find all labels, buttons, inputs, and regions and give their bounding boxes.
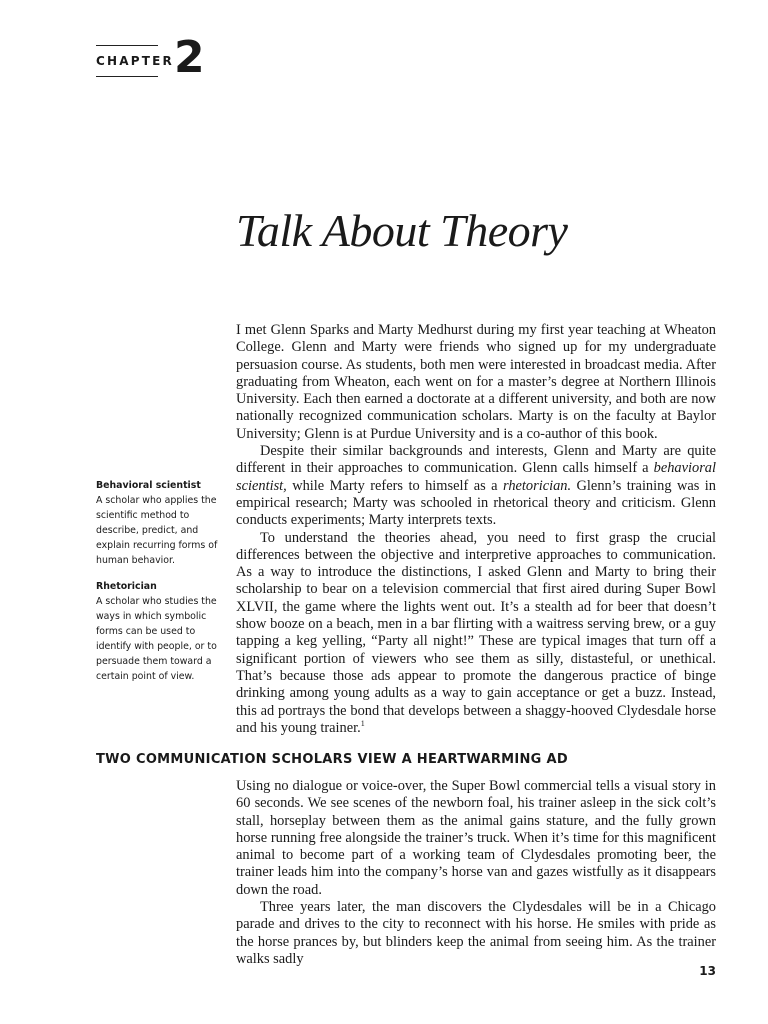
intro-p2-mid: while Marty refers to himself as a bbox=[286, 477, 503, 494]
intro-p3-text: To understand the theories ahead, you need to first grasp the crucial differences between the objective and interpretive approaches to communication. As a way to introduce the distinctions, I asked Glenn and Marty to bring their scholarship to bear on a television commercial that first aired during Super Bowl XLVII, the game where the lights went out. It’s a stealth ad for beer that doesn’t show booze on a beach, men in a bar flirting with a waitress serving brew, or a guy tapping a keg yelling, “Party all night!” These are typical images that turn off a significant portion of viewers who see them as silly, distasteful, or unethical. That’s because those ads appear to promote the dangerous practice of binge drinking among young adults as a way to gain acceptance or get a buzz. Instead, this ad portrays the bond that develops between a shaggy-hooved Clydesdale horse and his young trainer. bbox=[236, 529, 716, 736]
section-paragraph-2: Three years later, the man discovers the Clydesdales will be in a Chicago parade and drives to the city to reconnect with his horse. He smiles with pride as the horse prances by, but blinders keep the animal from seeing him. As the trainer walks sadly bbox=[236, 899, 716, 967]
glossary-term: Behavioral scientist bbox=[96, 480, 201, 491]
intro-paragraph-2 bbox=[236, 443, 716, 529]
intro-p2-before: Despite their similar backgrounds and interests, Glenn and Marty are quite different in their approaches to communication. Glenn calls himself a bbox=[236, 443, 716, 477]
section-heading: TWO COMMUNICATION SCHOLARS VIEW A HEARTWARMING AD bbox=[96, 752, 568, 767]
chapter-label: CHAPTER bbox=[96, 45, 158, 77]
page-number: 13 bbox=[699, 964, 716, 978]
glossary-entry bbox=[96, 579, 224, 684]
chapter-header bbox=[96, 32, 205, 83]
margin-glossary bbox=[96, 478, 224, 684]
chapter-title: Talk About Theory bbox=[236, 205, 568, 256]
intro-paragraph-1: I met Glenn Sparks and Marty Medhurst during my first year teaching at Wheaton College. Glenn and Marty were friends who signed up for my undergraduate persuasion course. As students, both men were interested in broadcast media. After graduating from Wheaton, each went on for a master’s degree at Northern Illinois University. Each then earned a doctorate at a different university, and both are now nationally recognized communication scholars. Marty is on the faculty at Baylor University; Glenn is at Purdue University and is a co-author of this book. bbox=[236, 322, 716, 442]
section-text bbox=[236, 778, 716, 968]
intro-text bbox=[236, 322, 716, 737]
term-behavioral-scientist: behavioral scientist, bbox=[236, 460, 716, 494]
intro-p2-after: Glenn’s training was in empirical research; Marty was schooled in rhetorical theory and criticism. Glenn conducts experiments; Marty interprets texts. bbox=[236, 477, 716, 529]
chapter-number: 2 bbox=[174, 32, 205, 83]
footnote-marker: 1 bbox=[360, 719, 365, 729]
section-paragraph-1: Using no dialogue or voice-over, the Super Bowl commercial tells a visual story in 60 seconds. We see scenes of the newborn foal, his trainer asleep in the sick colt’s stall, horseplay between them as the animal gains stature, and the fully grown horse running free alongside the trainer’s truck. When it’s time for this magnificent animal to become part of a working team of Clydesdales promoting beer, the trainer leads him into the company’s horse van and gazes wistfully as it disappears down the road. bbox=[236, 778, 716, 898]
intro-paragraph-3 bbox=[236, 530, 716, 738]
glossary-definition: A scholar who studies the ways in which symbolic forms can be used to identify with people, or to persuade them toward a certain point of view. bbox=[96, 596, 217, 682]
glossary-definition: A scholar who applies the scientific method to describe, predict, and explain recurring forms of human behavior. bbox=[96, 495, 218, 566]
glossary-term: Rhetorician bbox=[96, 581, 157, 592]
glossary-entry bbox=[96, 478, 224, 568]
term-rhetorician: rhetorician. bbox=[503, 477, 572, 494]
